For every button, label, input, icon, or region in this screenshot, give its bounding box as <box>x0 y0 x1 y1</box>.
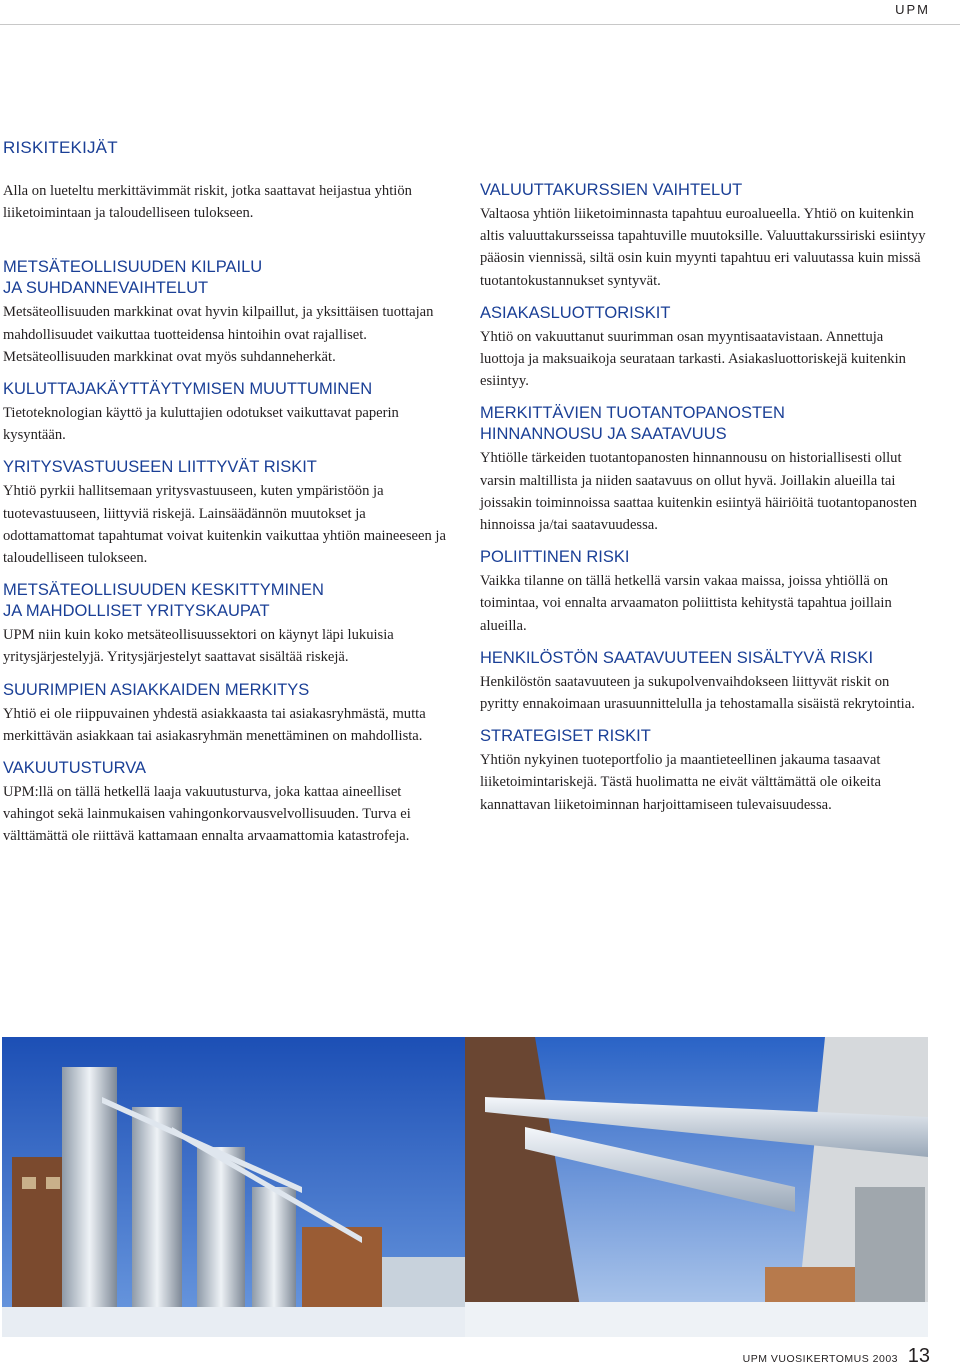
risk-section <box>3 680 455 747</box>
risk-section <box>3 580 455 668</box>
risk-section <box>480 726 930 816</box>
risk-section <box>480 547 930 637</box>
section-heading: VAKUUTUSTURVA <box>3 759 147 778</box>
page-number: 13 <box>907 1345 930 1367</box>
left-column <box>3 180 455 859</box>
right-sections <box>480 180 930 816</box>
photo-strip <box>2 1037 928 1337</box>
section-heading: HENKILÖSTÖN SAATAVUUTEEN SISÄLTYVÄ RISKI <box>480 648 874 667</box>
section-heading: ASIAKASLUOTTORISKIT <box>480 303 671 322</box>
section-body: Henkilöstön saatavuuteen ja sukupolvenvaihdokseen liittyvät riskit on pyritty ennakoimaan urasuunnittelulla ja tehostamalla sisäistä rekrytointia. <box>480 673 915 713</box>
risk-section <box>480 180 930 292</box>
risk-section <box>3 758 455 848</box>
section-heading: SUURIMPIEN ASIAKKAIDEN MERKITYS <box>3 680 310 699</box>
section-body: UPM:llä on tällä hetkellä laaja vakuutusturva, joka kattaa aineelliset vahingot sekä lainmukaisen vahingonkorvausvelvollisuuden. Turva ei välttämättä ole riittävä kattamaan ennalta arvaamattomia katastrofeja. <box>3 784 411 845</box>
section-body: Yhtiön nykyinen tuoteportfolio ja maantieteellinen jakauma tasaavat liiketoimintariskejä. Tästä huolimatta ne eivät välttämättä ole oikeita kannattavan liiketoiminnan harjoittamiseen tulevaisuudessa. <box>480 752 881 813</box>
risk-section <box>480 403 930 536</box>
section-body: Yhtiö ei ole riippuvainen yhdestä asiakkaasta tai asiakasryhmästä, mutta merkittävän asiakkaan tai asiakasryhmän menettäminen on mahdollista. <box>3 705 426 744</box>
section-body: Yhtiö on vakuuttanut suurimman osan myyntisaatavistaan. Annettuja luottoja ja maksuaikoja seurataan tarkasti. Asiakasluottoriskejä kuitenkin esiintyy. <box>480 328 906 390</box>
section-heading: METSÄTEOLLISUUDEN KESKITTYMINEN JA MAHDOLLISET YRITYSKAUPAT <box>3 581 324 621</box>
footer-publication: UPM VUOSIKERTOMUS 2003 <box>742 1353 898 1365</box>
section-body: UPM niin kuin koko metsäteollisuussektori on käynyt läpi lukuisia yritysjärjestelyjä. Yritysjärjestelyt saattavat sisältää riskejä. <box>3 627 394 666</box>
snowy-pipeline-photo <box>465 1037 928 1337</box>
risk-section <box>3 257 455 368</box>
risk-section <box>3 457 455 569</box>
section-body: Metsäteollisuuden markkinat ovat hyvin kilpaillut, ja yksittäisen tuottajan mahdollisuudet vaikuttaa tuotteidensa hintoihin ovat rajalliset. Metsäteollisuuden markkinat ovat myös suhdanneherkät. <box>3 304 434 365</box>
section-heading: POLIITTINEN RISKI <box>480 548 630 567</box>
industrial-chimneys-photo <box>2 1037 465 1337</box>
section-heading: STRATEGISET RISKIT <box>480 727 651 746</box>
section-heading: VALUUTTAKURSSIEN VAIHTELUT <box>480 181 743 199</box>
section-heading: YRITYSVASTUUSEEN LIITTYVÄT RISKIT <box>3 458 317 477</box>
header-brand: UPM <box>895 2 930 17</box>
page-title: RISKITEKIJÄT <box>3 138 118 157</box>
risk-section <box>3 379 455 446</box>
section-body: Tietoteknologian käyttö ja kuluttajien odotukset vaikuttavat paperin kysyntään. <box>3 405 399 444</box>
section-body: Valtaosa yhtiön liiketoiminnasta tapahtuu euroalueella. Yhtiö on kuitenkin altis valuuttakursseissa tapahtuville muutoksille. Valuuttakurssiriski esiintyy pääosin viennissä, siltä osin kuin myynti tapahtuu eri valuutassa kuin missä tuotantokustannukset syntyvät. <box>480 206 926 289</box>
section-body: Yhtiölle tärkeiden tuotantopanosten hinnannousu on historiallisesti ollut varsin maltillista ja niiden saatavuus on ollut hyvä. Joillakin alueilla tai joissakin toiminnoissa saattaa kuitenkin esiintyä häiriöitä tuotantopanosten hinnoissa ja/tai saatavuudessa. <box>480 450 917 534</box>
section-heading: KULUTTAJAKÄYTTÄYTYMISEN MUUTTUMINEN <box>3 380 373 399</box>
right-column <box>480 180 930 827</box>
section-heading: METSÄTEOLLISUUDEN KILPAILU JA SUHDANNEVAIHTELUT <box>3 258 263 298</box>
left-sections <box>3 257 455 847</box>
risk-section <box>480 648 930 715</box>
section-heading: MERKITTÄVIEN TUOTANTOPANOSTEN HINNANNOUSU JA SAATAVUUS <box>480 404 785 444</box>
section-body: Vaikka tilanne on tällä hetkellä varsin vakaa maissa, joissa yhtiöllä on toimintaa, voi ennalta arvaamaton poliittista kehitystä tapahtua joillain alueilla. <box>480 573 892 634</box>
risk-section <box>480 303 930 393</box>
intro-paragraph: Alla on lueteltu merkittävimmät riskit, jotka saattavat heijastua yhtiön liiketoimintaan ja taloudelliseen tulokseen. <box>3 183 412 222</box>
section-body: Yhtiö pyrkii hallitsemaan yritysvastuuseen, kuten ympäristöön ja tuotevastuuseen, liittyviä riskejä. Lainsäädännön muutokset ja odottamattomat tapahtumat voivat kuitenkin vaikuttaa yhtiön maineeseen ja taloudelliseen tulokseen. <box>3 483 446 567</box>
header-rule <box>0 24 960 25</box>
